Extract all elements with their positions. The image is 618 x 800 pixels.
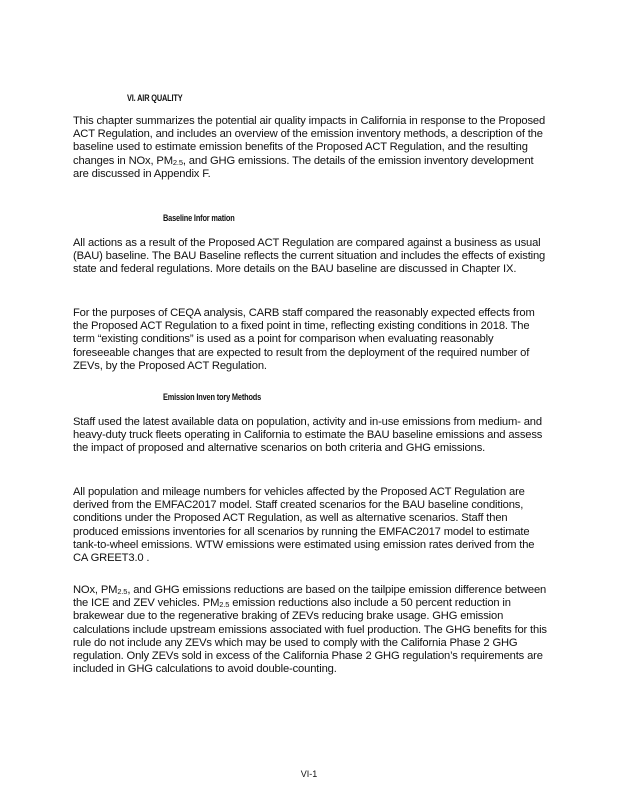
p3-subscript-1: 2.5 [117,587,128,596]
inventory-paragraph-3 [73,584,547,676]
intro-paragraph [73,115,547,181]
intro-subscript: 2.5 [172,157,183,167]
p3-text-c: emission reductions also include a 50 percent reduction in brakewear due to the regenerative braking of ZEVs reducing brake usage. GHG emission calculations include upstream emissions associated with fuel production. The GHG benefits for this rule do not include any ZEVs which may be used to comply with the California Phase 2 GHG regulation. Only ZEVs sold in excess of the California Phase 2 GHG regulation’s requirements are included in GHG calculations to avoid double-counting. [73,597,547,676]
inventory-paragraph-2: All population and mileage numbers for vehicles affected by the Proposed ACT Regulation are derived from the EMFAC2017 model. Staff created scenarios for the BAU baseline conditions, conditions under the Proposed ACT Regulation, as well as alternative scenarios. Staff then produced emissions inventories for all scenarios by running the EMFAC2017 model to estimate tank-to-wheel emissions. WTW emissions were estimated using emission rates derived from the CA GREET3.0 . [73,486,535,565]
intro-text-end: , and GHG emissions. The details of the emission inventory development are discussed in Appendix F. [73,154,534,180]
section-heading-emission-inventory: Emission Inven tory Methods [163,392,262,402]
p3-subscript-2: 2.5 [219,600,230,610]
p3-text-a: NOx, PM [73,584,118,596]
section-heading-baseline: Baseline Infor mation [163,213,235,223]
intro-text: This chapter summarizes the potential air quality impacts in California in response to the Proposed ACT Regulation, and includes an overview of the emission inventory methods, a description of the baseline used to estimate emission benefits of the Proposed ACT Regulation, and the resulting changes in NOx, PM [73,115,546,167]
page-number: VI-1 [300,769,318,779]
p3-text-b: , and GHG emissions reductions are based on the tailpipe emission difference between the ICE and ZEV vehicles. PM [73,584,547,610]
baseline-paragraph-1: All actions as a result of the Proposed ACT Regulation are compared against a business as usual (BAU) baseline. The BAU Baseline reflects the current situation and includes the effects of existing state and federal regulations. More details on the BAU baseline are discussed in Chapter IX. [73,237,546,276]
inventory-paragraph-1: Staff used the latest available data on population, activity and in-use emissions from medium- and heavy-duty truck fleets operating in California to estimate the BAU baseline emissions and assess the impact of proposed and alternative scenarios on both criteria and GHG emissions. [73,416,543,455]
baseline-paragraph-2: For the purposes of CEQA analysis, CARB staff compared the reasonably expected effects from the Proposed ACT Regulation to a fixed point in time, reflecting existing conditions in 2018. The term “existing conditions” is used as a point for comparison when evaluating reasonably foreseeable changes that are expected to result from the deployment of the required number of ZEVs, by the Proposed ACT Regulation. [73,307,535,372]
chapter-title: VI. AIR QUALITY [127,93,183,103]
